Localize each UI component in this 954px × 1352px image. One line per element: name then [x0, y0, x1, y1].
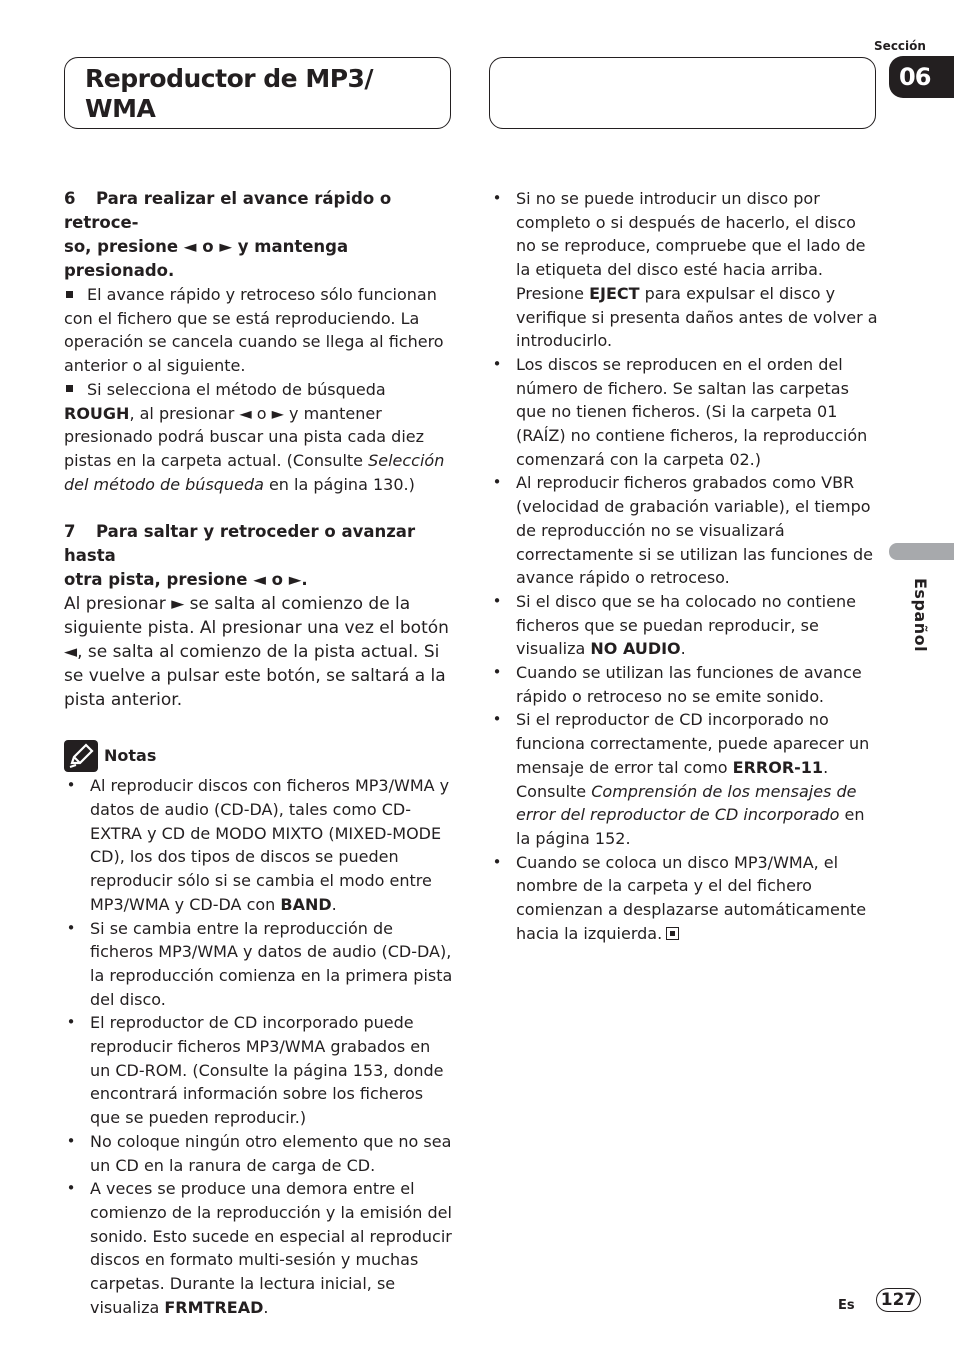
step-6-note-2-rest: , al presionar ◄ o ► y mantener presionado podrá buscar una pista cada diez pistas en la carpeta actual. (Consulte: [64, 403, 425, 470]
note-text: El reproductor de CD incorporado puede reproducir ficheros MP3/WMA grabados en un CD-ROM. (Consulte la página 153, donde encontrará información sobre los ficheros que se pueden reproducir.): [90, 1013, 444, 1128]
end-mark-icon: [666, 927, 679, 940]
step-7-body: Al presionar ► se salta al comienzo de la siguiente pista. Al presionar una vez el botón ◄, se salta al comienzo de la pista actual. Si se vuelve a pulsar este botón, se saltará a la pista anterior.: [64, 594, 449, 711]
list-item: [64, 1011, 453, 1130]
cross-reference: Selección del método de búsqueda: [64, 450, 445, 494]
list-item: [490, 590, 878, 661]
title-box: [64, 57, 451, 129]
bullet-icon: •: [492, 591, 502, 610]
rough-label: ROUGH: [64, 403, 130, 423]
list-item: [490, 471, 878, 590]
note-text: No coloque ningún otro elemento que no sea un CD en la ranura de carga de CD.: [90, 1131, 452, 1175]
bullet-post: en la página 152.: [516, 805, 865, 848]
step-6-note-1: [64, 283, 453, 378]
list-item: [64, 774, 453, 916]
notes-title: Notas: [104, 746, 157, 766]
step-number: 6: [64, 189, 76, 208]
bullet-icon: •: [66, 1013, 76, 1032]
list-item: [64, 917, 453, 1012]
bullet-text: Si el reproductor de CD incorporado no funciona correctamente, puede aparecer un mensaje de error tal como: [516, 710, 870, 777]
step-6-note-2-lead: Si selecciona el método de búsqueda: [87, 379, 386, 399]
left-column: [64, 187, 453, 1320]
step-6-note-2-end: en la página 130.): [263, 474, 415, 494]
bullet-icon: •: [492, 852, 502, 871]
step-6-note-2: [64, 378, 453, 497]
bullet-bold: ERROR-11: [732, 757, 824, 777]
bullet-text: Los discos se reproducen en el orden del número de fichero. Se saltan las carpetas que no tienen ficheros. (Si la carpeta 01 (RAÍZ) no contiene ficheros, la reproducción comenzará con la carpeta 02.): [516, 354, 868, 469]
bullet-icon: •: [492, 189, 502, 207]
page-title-line2: WMA: [85, 94, 156, 123]
pencil-icon: [64, 740, 98, 772]
square-bullet-icon: [66, 385, 73, 392]
bullet-icon: •: [492, 354, 502, 373]
note-text: A veces se produce una demora entre el comienzo de la reproducción y la emisión del sonido. Esto sucede en especial al reproducir discos en formato multi-sesión y muchas carpetas. Durante la lectura inicial, se visualiza: [90, 1179, 452, 1317]
list-item: [490, 851, 878, 946]
page-title-line1: Reproductor de MP3/: [85, 64, 374, 93]
square-bullet-icon: [66, 291, 73, 298]
bullet-mid: para expulsar el disco y verifique si presenta daños antes de volver a introducirlo.: [516, 283, 878, 351]
section-label: Sección: [874, 39, 926, 53]
bullet-icon: •: [492, 473, 502, 492]
list-item: [490, 353, 878, 472]
bullet-text: Al reproducir ficheros grabados como VBR (velocidad de grabación variable), el tiempo de reproducción no se visualizará correctamente si se utilizan las funciones de avance rápido o retroceso.: [516, 473, 873, 588]
right-column: [490, 187, 878, 946]
bullet-text: Cuando se utilizan las funciones de avance rápido o retroceso no se emite sonido.: [516, 663, 862, 706]
language-label: Español: [911, 578, 930, 653]
step-6-heading: 6 Para realizar el avance rápido o retroce- so, presione ◄ o ► y mantenga presionado.: [64, 189, 392, 280]
bullet-mid: . Consulte: [516, 757, 829, 801]
bullet-icon: •: [66, 1179, 76, 1198]
list-item: [490, 187, 878, 353]
bullet-bold: NO AUDIO: [590, 639, 681, 659]
bullet-text: Cuando se coloca un disco MP3/WMA, el nombre de la carpeta y el del fichero comienzan a desplazarse automáticamente hacia la izquierda.: [516, 852, 867, 943]
list-item: [64, 1177, 453, 1319]
page-title: [85, 64, 445, 124]
bullet-mid: .: [680, 639, 686, 659]
section-number-badge: 06: [889, 56, 954, 98]
bullet-icon: •: [66, 1131, 76, 1150]
list-item: [64, 1130, 453, 1177]
bullet-text: Si el disco que se ha colocado no contiene ficheros que se puedan reproducir, se visualiza: [516, 591, 856, 659]
step-7-heading: 7 Para saltar y retroceder o avanzar hasta otra pista, presione ◄ o ►.: [64, 522, 416, 590]
bullet-text: Si no se puede introducir un disco por completo o si después de hacerlo, el disco no se reproduce, compruebe que el lado de la etiqueta del disco esté hacia arriba. Presione: [516, 189, 866, 303]
note-bold: FRMTREAD: [164, 1297, 264, 1317]
note-after: .: [263, 1297, 269, 1317]
bullet-icon: •: [492, 663, 502, 682]
header-right-box: [489, 57, 876, 129]
note-bold: BAND: [280, 894, 332, 914]
step-6-note-1-text: El avance rápido y retroceso sólo funcionan con el fichero que se está reproduciendo. La operación se cancela cuando se llega al fichero anterior o al siguiente.: [64, 285, 444, 376]
step-number: 7: [64, 522, 76, 542]
note-text: Si se cambia entre la reproducción de ficheros MP3/WMA y datos de audio (CD-DA), la reproducción comienza en la primera pista del disco.: [90, 918, 453, 1009]
list-item: [490, 708, 878, 850]
page-number: 127: [876, 1288, 921, 1312]
cross-reference: Comprensión de los mensajes de error del reproductor de CD incorporado: [516, 781, 857, 825]
footer-language-code: Es: [838, 1298, 855, 1313]
list-item: [490, 661, 878, 708]
note-after: .: [331, 894, 337, 914]
bullet-icon: •: [492, 710, 502, 729]
bullet-icon: •: [66, 776, 76, 795]
right-bullet-list: [490, 187, 878, 946]
note-text: Al reproducir discos con ficheros MP3/WMA y datos de audio (CD-DA), tales como CD-EXTRA y CD de MODO MIXTO (MIXED-MODE CD), los dos tipos de discos se pueden reproducir sólo si se cambia el modo entre MP3/WMA y CD-DA con: [90, 776, 450, 914]
bullet-bold: EJECT: [589, 283, 640, 303]
language-tab: [889, 543, 954, 560]
notes-header: [64, 740, 453, 772]
bullet-icon: •: [66, 918, 76, 937]
notes-list: [64, 774, 453, 1319]
